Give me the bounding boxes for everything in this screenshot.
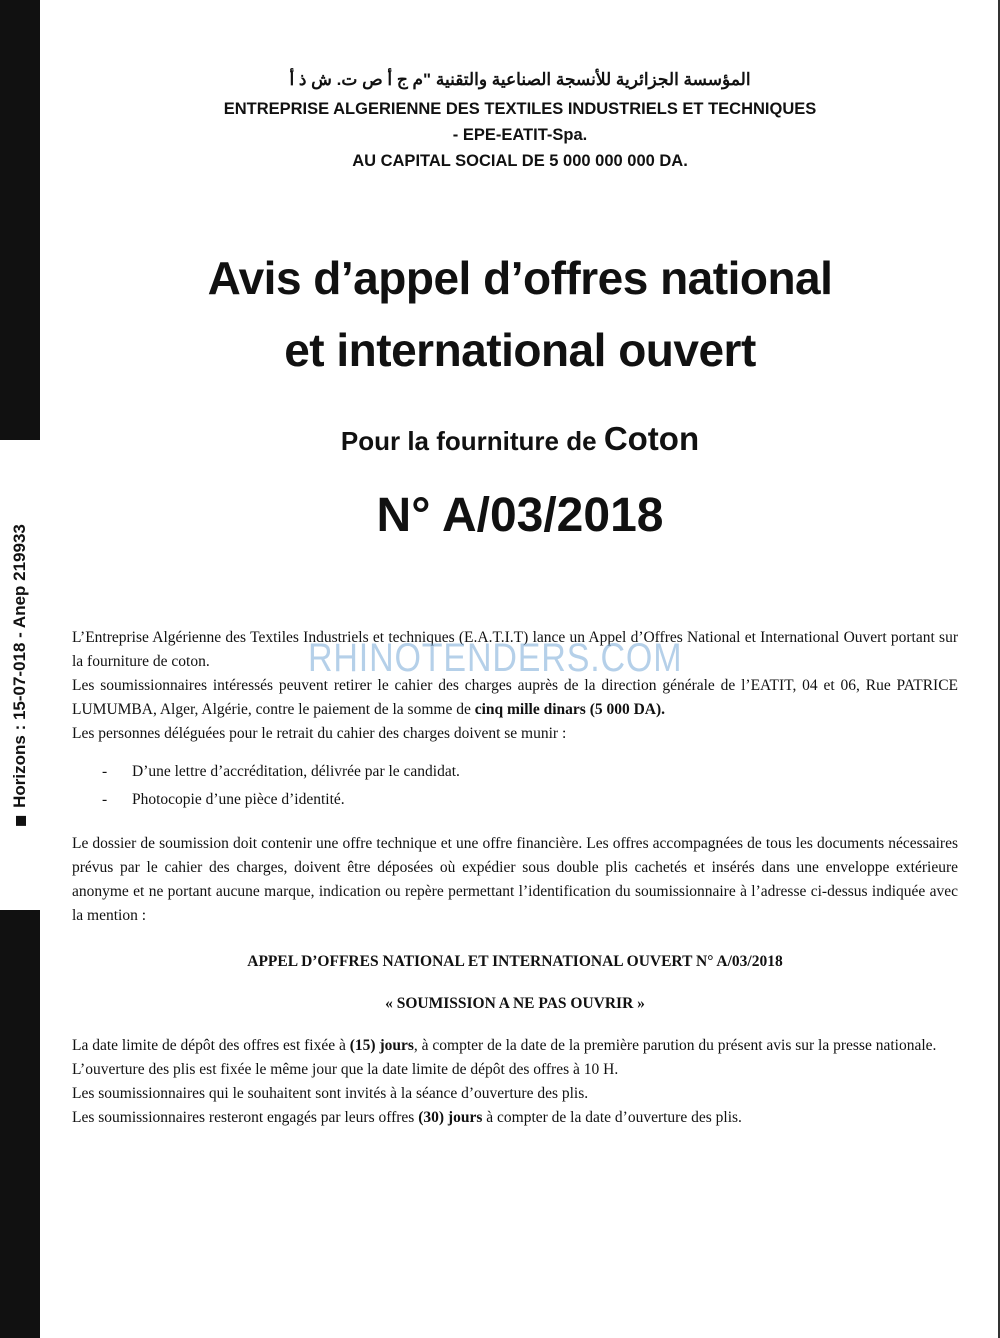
- list-item: [102, 788, 958, 812]
- company-header: [40, 70, 1000, 174]
- specifications-text: Les soumissionnaires intéressés peuvent retirer le cahier des charges auprès de la direction générale de l’EATIT, 04 et 06, Rue PATRICE LUMUMBA, Alger, Algérie, contre le paiement de la somme de: [72, 677, 958, 718]
- deadline-text: La date limite de dépôt des offres est fixée à: [72, 1037, 346, 1054]
- list-item-text: Photocopie d’une pièce d’identité.: [132, 791, 345, 808]
- list-item-text: D’une lettre d’accréditation, délivrée par le candidat.: [132, 763, 460, 780]
- notice-subtitle: [40, 420, 1000, 458]
- publication-reference: [10, 524, 30, 826]
- dash-icon: -: [102, 763, 108, 780]
- deadline-days: (15) jours: [349, 1037, 414, 1054]
- tender-number: N° A/03/2018: [376, 489, 664, 542]
- paragraph-invitation: Les soumissionnaires qui le souhaitent sont invités à la séance d’ouverture des plis.: [72, 1085, 589, 1102]
- notice-body: [72, 626, 958, 1130]
- dash-icon: -: [102, 791, 108, 808]
- mention-line1: APPEL D’OFFRES NATIONAL ET INTERNATIONAL OUVERT N° A/03/2018: [247, 953, 783, 970]
- mention-line2: « SOUMISSION A NE PAS OUVRIR »: [385, 995, 645, 1012]
- paragraph-validity: [72, 1106, 958, 1130]
- company-capital: AU CAPITAL SOCIAL DE 5 000 000 000 DA.: [352, 152, 688, 170]
- list-item: [102, 760, 958, 784]
- subtitle-product: Coton: [603, 420, 700, 457]
- publication-reference-text: Horizons : 15-07-018 - Anep 219933: [10, 524, 29, 808]
- paragraph-opening: L’ouverture des plis est fixée le même jour que la date limite de dépôt des offres à 10 H.: [72, 1061, 619, 1078]
- paragraph-submission: Le dossier de soumission doit contenir une offre technique et une offre financière. Les offres accompagnées de tous les documents nécessaires prévus par le cahier des charges, doivent être déposées où expédier sous double plis cachetés et insérés dans une enveloppe extérieure anonyme et ne portant aucune marque, indication ou repère permettant l’identification du soumissionnaire à l’adresse ci-dessus indiquée avec la mention :: [72, 835, 958, 924]
- validity-text-end: à compter de la date d’ouverture des plis.: [486, 1109, 742, 1126]
- validity-days: (30) jours: [418, 1109, 483, 1126]
- notice-title: [40, 242, 1000, 386]
- company-name-arabic: المؤسسة الجزائرية للأنسجة الصناعية والتقنية "م ج أ ص ت. ش ذ أ: [289, 70, 751, 89]
- paragraph-deadline: [72, 1034, 958, 1058]
- subtitle-prefix: Pour la fourniture de: [340, 426, 597, 456]
- company-short-name: - EPE-EATIT-Spa.: [452, 126, 588, 144]
- paragraph-specifications: [72, 674, 958, 722]
- notice-title-line1: Avis d’appel d’offres national: [207, 252, 833, 304]
- watermark: RHINOTENDERS.COM: [308, 636, 683, 680]
- paragraph-delegates: Les personnes déléguées pour le retrait du cahier des charges doivent se munir :: [72, 725, 567, 742]
- square-bullet-icon: [16, 816, 26, 826]
- deadline-text-end: , à compter de la date de la première parution du présent avis sur la presse nationale.: [413, 1037, 937, 1054]
- paragraph-intro: L’Entreprise Algérienne des Textiles Industriels et techniques (E.A.T.I.T) lance un Appel d’Offres National et International Ouvert portant sur la fourniture de coton.: [72, 629, 958, 670]
- validity-text: Les soumissionnaires resteront engagés par leurs offres: [72, 1109, 415, 1126]
- notice-title-line2: et international ouvert: [284, 324, 756, 376]
- company-name-french: ENTREPRISE ALGERIENNE DES TEXTILES INDUSTRIELS ET TECHNIQUES: [223, 100, 817, 118]
- required-documents-list: [72, 760, 958, 812]
- specifications-fee: cinq mille dinars (5 000 DA).: [474, 701, 666, 718]
